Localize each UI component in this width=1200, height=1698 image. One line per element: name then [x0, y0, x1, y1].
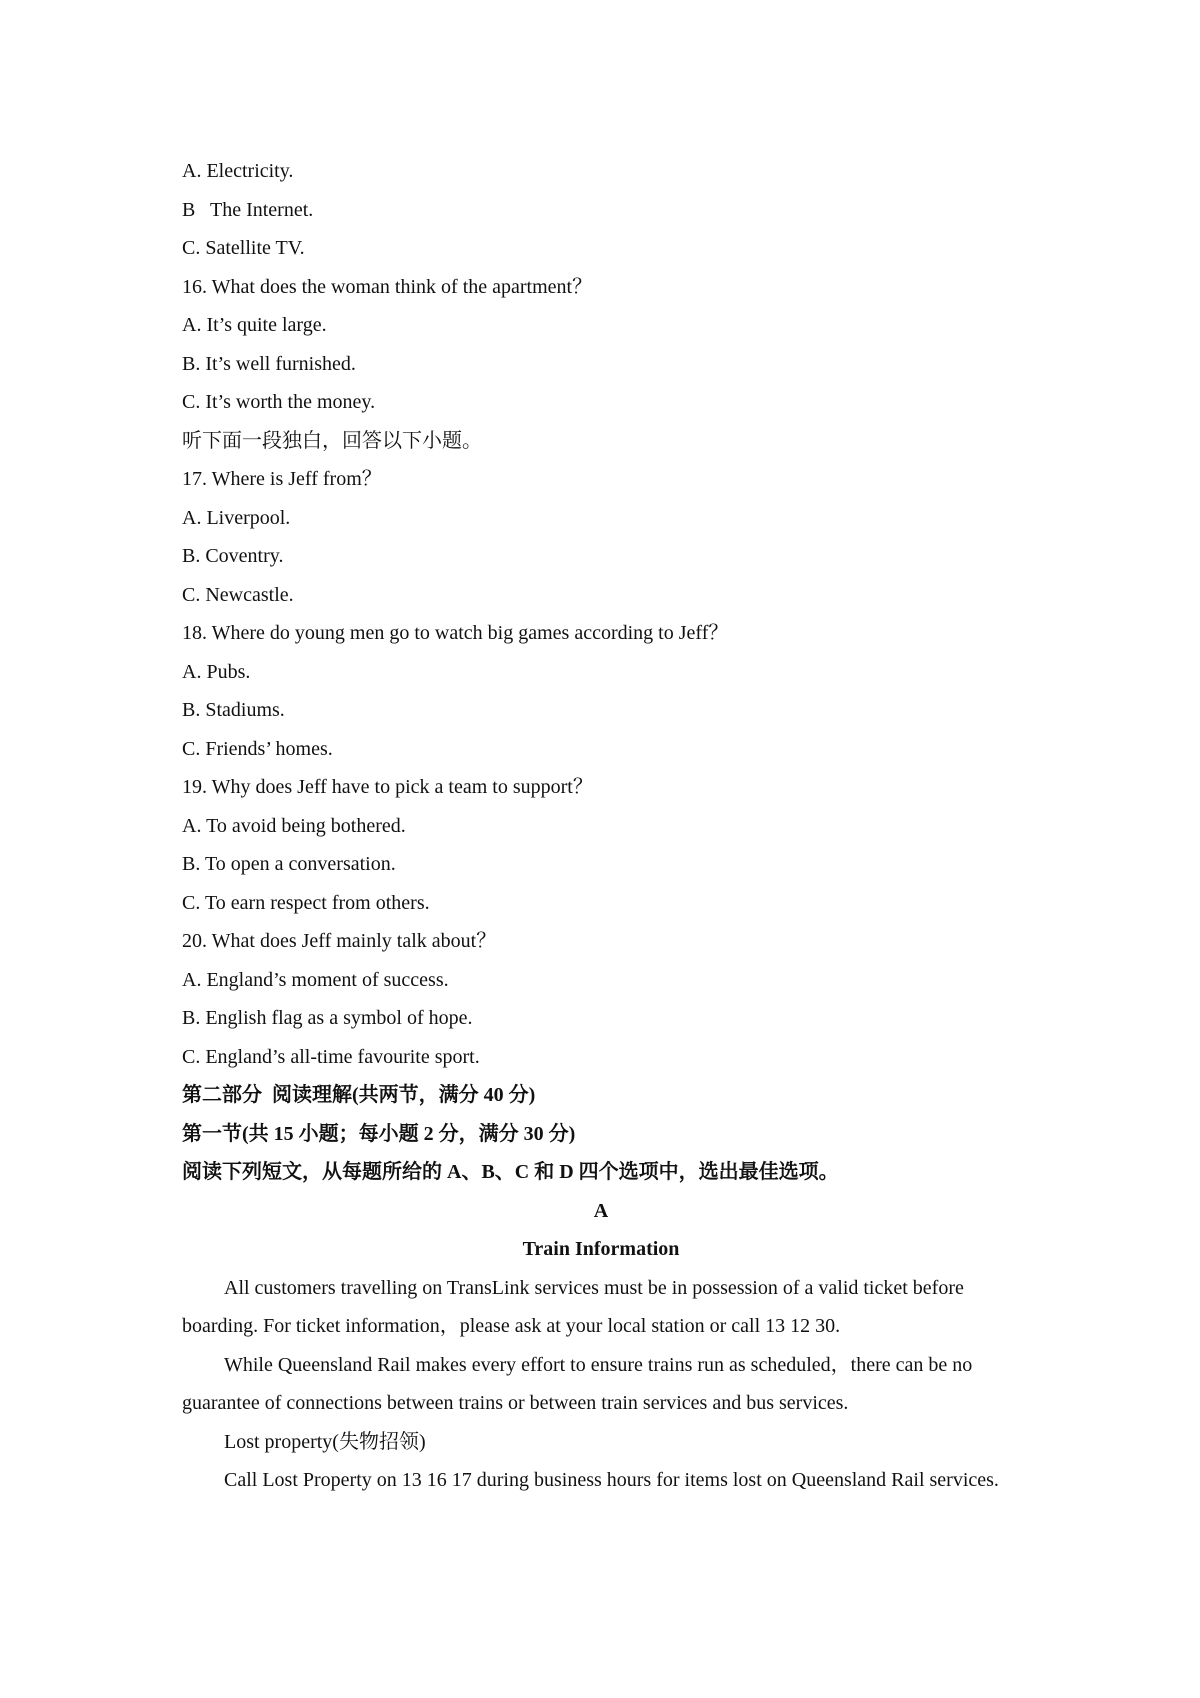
monologue-instruction: 听下面一段独白，回答以下小题。: [182, 429, 482, 452]
page-content: [182, 152, 1032, 1500]
q16-option-a: A. It’s quite large.: [182, 314, 327, 336]
q16-option-b: B. It’s well furnished.: [182, 352, 356, 375]
q16-question: 16. What does the woman think of the apartment？: [182, 275, 593, 298]
lost-property-heading: Lost property(失物招领): [224, 1430, 426, 1453]
q20-option-a: A. England’s moment of success.: [182, 968, 449, 991]
q19-option-c: C. To earn respect from others.: [182, 891, 430, 914]
passage-title: Train Information: [522, 1238, 680, 1260]
q18-option-a: A. Pubs.: [182, 660, 251, 683]
section1-heading: 第一节(共 15 小题；每小题 2 分，满分 30 分): [182, 1122, 576, 1145]
q17-question: 17. Where is Jeff from？: [182, 468, 382, 490]
passage-paragraph-3: Call Lost Property on 13 16 17 during business hours for items lost on Queensland Rail services.: [224, 1469, 999, 1491]
q17-option-c: C. Newcastle.: [182, 583, 294, 606]
q15-option-b: B The Internet.: [182, 198, 314, 221]
q19-option-b: B. To open a conversation.: [182, 853, 396, 875]
q18-option-b: B. Stadiums.: [182, 699, 285, 721]
q16-option-c: C. It’s worth the money.: [182, 391, 376, 413]
passage-letter: A: [593, 1199, 609, 1222]
q15-option-a: A. Electricity.: [182, 160, 294, 182]
passage-paragraph-1: All customers travelling on TransLink services must be in possession of a valid ticket before boarding. For ticket information，please ask at your local station or call 13 12 30.: [182, 1276, 964, 1337]
q20-question: 20. What does Jeff mainly talk about？: [182, 930, 497, 952]
q17-option-b: B. Coventry.: [182, 545, 284, 567]
q15-option-c: C. Satellite TV.: [182, 237, 305, 259]
q18-question: 18. Where do young men go to watch big games according to Jeff？: [182, 622, 729, 644]
part2-heading: 第二部分 阅读理解(共两节，满分 40 分): [182, 1084, 536, 1106]
q17-option-a: A. Liverpool.: [182, 506, 291, 529]
q19-question: 19. Why does Jeff have to pick a team to support？: [182, 776, 593, 798]
q18-option-c: C. Friends’ homes.: [182, 737, 333, 760]
reading-instruction: 阅读下列短文，从每题所给的 A、B、C 和 D 四个选项中，选出最佳选项。: [182, 1161, 839, 1183]
q19-option-a: A. To avoid being bothered.: [182, 814, 406, 837]
q20-option-c: C. England’s all-time favourite sport.: [182, 1045, 480, 1068]
q20-option-b: B. English flag as a symbol of hope.: [182, 1007, 473, 1029]
passage-paragraph-2: While Queensland Rail makes every effort to ensure trains run as scheduled，there can be no guarantee of connections between trains or between train services and bus services.: [182, 1353, 973, 1414]
